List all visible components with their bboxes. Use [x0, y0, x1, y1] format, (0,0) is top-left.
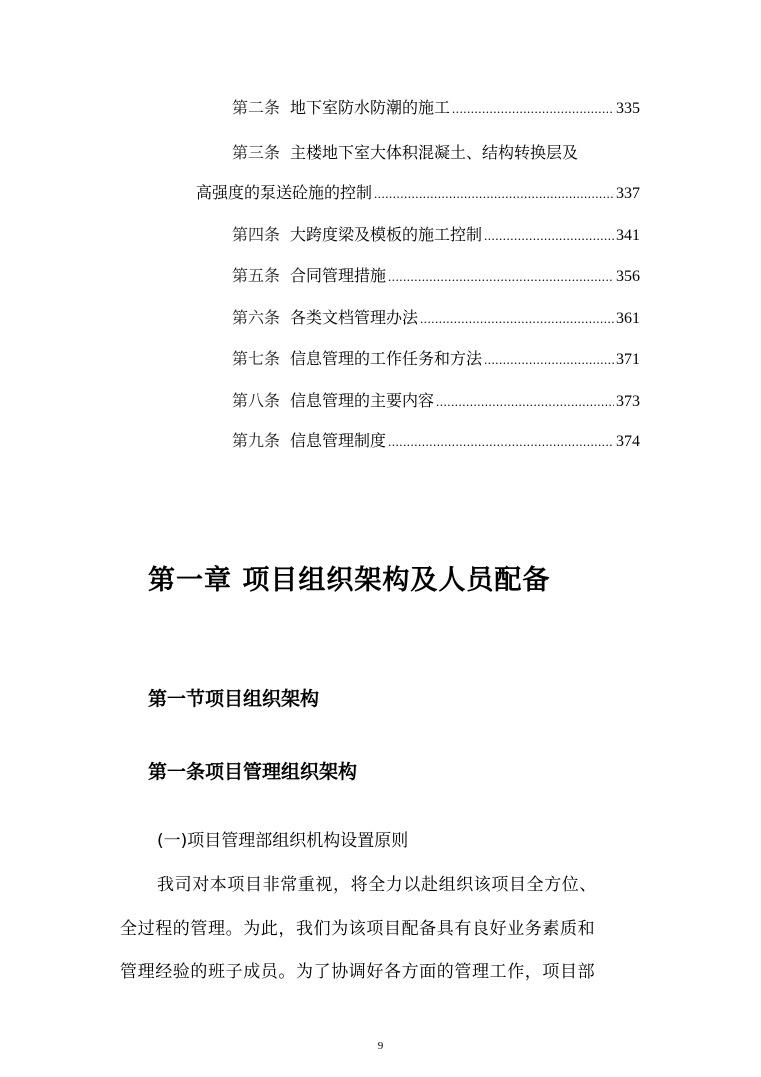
toc-entry-number: 第五条	[232, 266, 281, 285]
toc-entry-title: 各类文档管理办法	[290, 308, 419, 327]
toc-entry-number: 第三条	[232, 143, 281, 162]
toc-leader-dots	[388, 429, 614, 455]
chapter-title: 第一章 项目组织架构及人员配备	[148, 565, 551, 596]
body-line: 管理经验的班子成员。为了协调好各方面的管理工作，项目部	[120, 962, 596, 982]
section-title: 第一节项目组织架构	[148, 688, 320, 710]
toc-entry-title: 合同管理措施	[290, 266, 387, 285]
toc-entry-page: 341	[616, 227, 640, 244]
toc-entry	[232, 140, 640, 166]
body-line: 我司对本项目非常重视，将全力以赴组织该项目全方位、	[157, 875, 597, 895]
toc-entry-page: 337	[616, 185, 640, 202]
toc-entry-title: 大跨度梁及模板的施工控制	[290, 225, 483, 244]
toc-entry-number: 第七条	[232, 349, 281, 368]
toc-entry-title: 信息管理的工作任务和方法	[290, 349, 483, 368]
toc-leader-dots	[436, 389, 614, 415]
toc-entry-number: 第六条	[232, 308, 281, 327]
page-number: 9	[377, 1040, 384, 1052]
toc-entry	[232, 305, 640, 331]
toc-entry-title-continued: 高强度的泵送砼施的控制	[196, 183, 373, 202]
toc-entry-continuation	[196, 180, 640, 206]
toc-entry	[232, 346, 640, 372]
toc-entry-page: 374	[616, 433, 640, 450]
toc-entry-page: 371	[616, 351, 640, 368]
article-title: 第一条项目管理组织架构	[148, 761, 358, 783]
toc-entry-number: 第八条	[232, 391, 281, 410]
toc-entry-number: 第二条	[232, 98, 281, 117]
toc-entry-number: 第四条	[232, 225, 281, 244]
toc-entry-title: 信息管理的主要内容	[290, 391, 435, 410]
toc-entry	[232, 95, 640, 121]
toc-leader-dots	[420, 306, 614, 332]
toc-leader-dots	[452, 96, 614, 122]
toc-entry-number: 第九条	[232, 431, 281, 450]
toc-leader-dots	[374, 181, 614, 207]
toc-entry	[232, 428, 640, 454]
toc-leader-dots	[484, 347, 614, 373]
toc-entry-title: 主楼地下室大体积混凝土、结构转换层及	[290, 143, 579, 162]
toc-entry-page: 335	[616, 100, 640, 117]
toc-leader-dots	[484, 223, 614, 249]
body-line: 全过程的管理。为此，我们为该项目配备具有良好业务素质和	[120, 919, 596, 939]
toc-entry-title: 地下室防水防潮的施工	[290, 98, 451, 117]
toc-entry-title: 信息管理制度	[290, 431, 387, 450]
toc-entry-page: 361	[616, 310, 640, 327]
toc-leader-dots	[388, 264, 614, 290]
toc-entry	[232, 388, 640, 414]
subheading: (一)项目管理部组织机构设置原则	[157, 831, 409, 851]
toc-entry	[232, 263, 640, 289]
toc-entry-page: 356	[616, 268, 640, 285]
toc-entry	[232, 222, 640, 248]
toc-entry-page: 373	[616, 393, 640, 410]
